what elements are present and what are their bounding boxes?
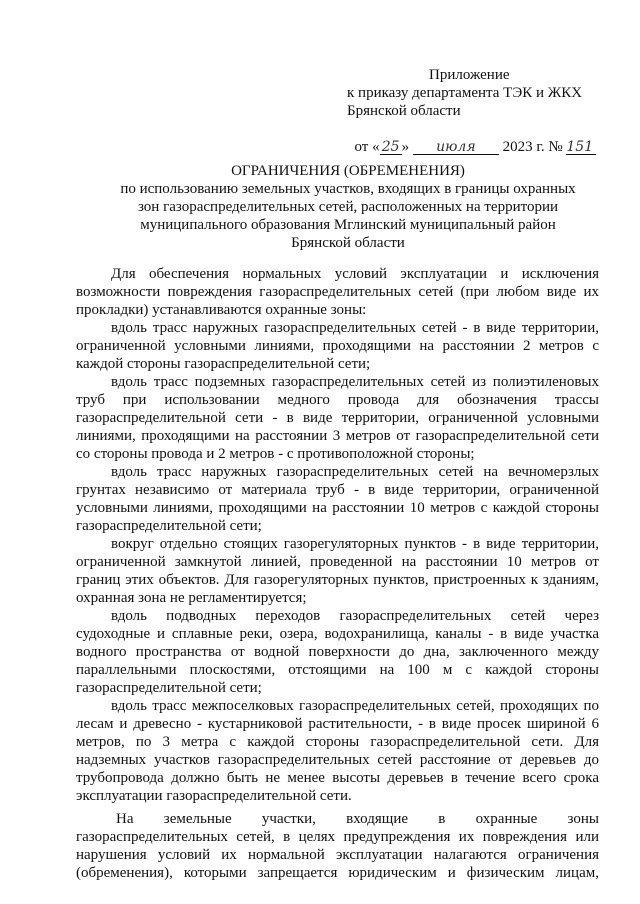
body-line: вдоль трасс межпоселковых газораспределительных сетей, проходящих по (111, 698, 599, 714)
body-line: На земельные участки, входящие в охранные зоны (116, 811, 599, 827)
title-subline-4: Брянской области (291, 235, 405, 251)
body-line: Для обеспечения нормальных условий эксплуатации и исключения (111, 266, 599, 282)
body-line: возможности повреждения газораспределительных сетей (при любом виде их (76, 284, 599, 300)
body-line: метров, по 3 метра с каждой стороны газораспределительной сети. Для (76, 734, 599, 750)
title-subline-2: зон газораспределительных сетей, расположенных на территории (137, 199, 559, 215)
body-line: прокладки) устанавливаются охранные зоны: (76, 302, 367, 318)
body-line: труб при использовании медного провода для обозначения трассы (76, 392, 599, 408)
body-line: вдоль подводных переходов газораспределительных сетей через (111, 608, 599, 624)
body-line: вокруг отдельно стоящих газорегуляторных пунктов - в виде территории, (111, 536, 599, 552)
body-line: со стороны провода и 2 метров - с противоположной стороны; (76, 446, 475, 462)
order-year: 2023 г. № (502, 139, 563, 155)
body-line: грунтах независимо от материала труб - в виде территории, ограниченной (76, 482, 599, 498)
document-title: ОГРАНИЧЕНИЯ (ОБРЕМЕНЕНИЯ) (231, 163, 465, 179)
appendix-label: Приложение (429, 67, 510, 83)
body-line: трубопровода должно быть не менее высоты деревьев в течение всего срока (76, 770, 599, 786)
body-line: охранная зона не регламентируется; (76, 590, 307, 606)
order-reference: к приказу департамента ТЭК и ЖКХ (347, 85, 583, 101)
body-line: вдоль трасс подземных газораспределительных сетей из полиэтиленовых (111, 374, 599, 390)
body-line: условными линиями, проходящими на расстоянии 10 метров с каждой стороны (76, 500, 599, 516)
body-line: вдоль трасс наружных газораспределительных сетей на вечномерзлых (111, 464, 599, 480)
body-line: судоходные и сплавные реки, озера, водохранилища, каналы - в виде участка (76, 626, 599, 642)
date-mid: » (401, 139, 410, 155)
body-line: параллельными плоскостями, отстоящими на 100 м с каждой стороны (76, 662, 599, 678)
body-line: газораспределительной сети; (76, 680, 262, 696)
body-line: водного пространства от водной поверхности до дна, заключенного между (76, 644, 599, 660)
order-month-handwritten: июля (413, 140, 499, 155)
body-line: линиями, проходящими на расстоянии 3 метров от газораспределительной сети (76, 428, 599, 444)
body-line: надземных участков газораспределительных сетей расстояние от деревьев до (76, 752, 599, 768)
order-date-line (347, 120, 596, 156)
body-line: газораспределительной сети - в виде территории, ограниченной условными (76, 410, 599, 426)
body-line: границ этих объектов. Для газорегуляторных пунктов, пристроенных к зданиям, (76, 572, 599, 588)
body-line: каждой стороны газораспределительной сети; (76, 356, 371, 372)
body-line: газораспределительных сетей, в целях предупреждения их повреждения или (76, 829, 599, 845)
order-day-handwritten: 25 (380, 140, 402, 155)
date-prefix: от « (354, 139, 380, 155)
title-subline-1: по использованию земельных участков, входящих в границы охранных (120, 181, 576, 197)
body-line: ограниченной условными линиями, проходящими на расстоянии 2 метров с (76, 338, 599, 354)
body-line: (обременения), которыми запрещается юридическим и физическим лицам, (76, 865, 599, 881)
body-line: лесам и древесно - кустарниковой растительности, - в виде просек шириной 6 (76, 716, 599, 732)
body-line: нарушения условий их нормальной эксплуатации налагаются ограничения (76, 847, 599, 863)
region-name: Брянской области (347, 103, 461, 119)
title-subline-3: муниципального образования Мглинский муниципальный район (140, 217, 556, 233)
body-line: газораспределительной сети; (76, 518, 262, 534)
body-line: ограниченной замкнутой линией, проведенной на расстоянии 10 метров от (76, 554, 599, 570)
order-number-handwritten: 151 (566, 140, 596, 155)
body-line: эксплуатации газораспределительной сети. (76, 788, 352, 804)
body-line: вдоль трасс наружных газораспределительных сетей - в виде территории, (111, 320, 599, 336)
